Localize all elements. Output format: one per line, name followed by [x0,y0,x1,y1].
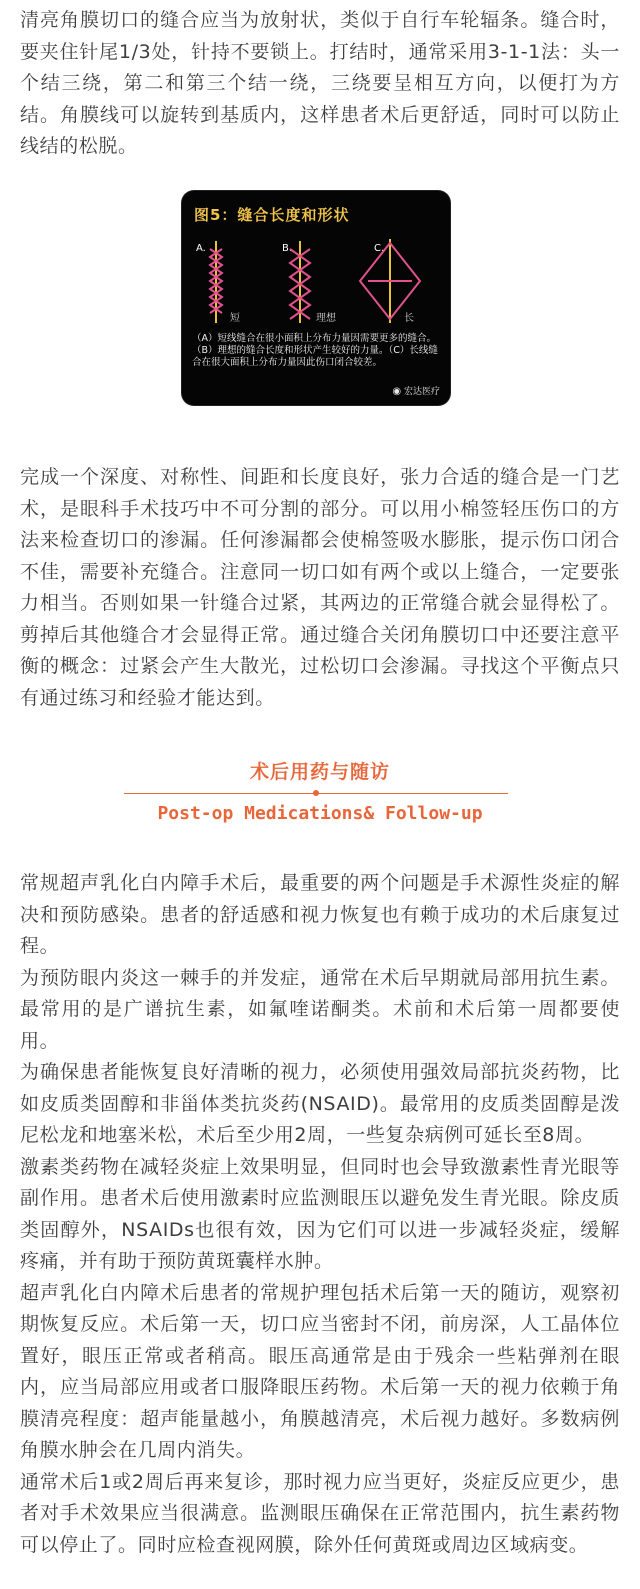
paragraph-anti-inflammatory: 为确保患者能恢复良好清晰的视力，必须使用强效局部抗炎药物，比如皮质类固醇和非甾体类抗炎药(NSAID)。最常用的皮质类固醇是泼尼松龙和地塞米松，术后至少用2周，一些复杂病例可延长至8周。 [20,1061,620,1146]
divider-dot [313,790,319,796]
panel-label-a: A. [196,243,206,254]
article-body [20,868,620,1561]
paragraph-steroid-side-effects: 激素类药物在减轻炎症上效果明显，但同时也会导致激素性青光眼等副作用。患者术后使用激素时应监测眼压以避免发生青光眼。除皮质类固醇外，NSAIDs也很有效，因为它们可以进一步减轻炎症，缓解疼痛，并有助于预防黄斑囊样水肿。 [20,1155,620,1272]
paragraph-suture-technique: 清亮角膜切口的缝合应当为放射状，类似于自行车轮辐条。缝合时，要夹住针尾1/3处，针持不要锁上。打结时，通常采用3-1-1法：头一个结三绕，第二和第三个结一绕，三绕要呈相互方向，以便打为方结。角膜线可以旋转到基质内，这样患者术后更舒适，同时可以防止线结的松脱。 [20,9,620,157]
panel-caption-a: 短 [230,313,240,324]
section-subtitle: Post-op Medications& Follow-up [157,803,483,824]
suture-diagram [182,191,450,405]
paragraph-later-follow-up: 通常术后1或2周后再来复诊，那时视力应当更好，炎症反应更少，患者对手术效果应当很满意。监测眼压确保在正常范围内，抗生素药物可以停止了。同时应检查视网膜，除外任何黄斑或周边区域病变。 [20,1470,620,1556]
paragraph-postop-goals: 常规超声乳化白内障手术后，最重要的两个问题是手术源性炎症的解决和预防感染。患者的舒适感和视力恢复也有赖于成功的术后康复过程。 [20,872,620,957]
paragraph-suture-balance: 完成一个深度、对称性、间距和长度良好，张力合适的缝合是一门艺术，是眼科手术技巧中不可分割的部分。可以用小棉签轻压伤口的方法来检查切口的渗漏。任何渗漏都会使棉签吸水膨胀，提示伤口闭合不佳，需要补充缝合。注意同一切口如有两个或以上缝合，一定要张力相当。否则如果一针缝合过紧，其两边的正常缝合就会显得松了。剪掉后其他缝合才会显得正常。通过缝合关闭角膜切口中还要注意平衡的概念：过紧会产生大散光，过松切口会渗漏。寻找这个平衡点只有通过练习和经验才能达到。 [20,466,620,709]
paragraph-day-one-follow-up: 超声乳化白内障术后患者的常规护理包括术后第一天的随访，观察初期恢复反应。术后第一天，切口应当密封不闭，前房深，人工晶体位置好，眼压正常或者稍高。眼压高通常是由于残余一些粘弹剂在眼内，应当局部应用或者口服降眼压药物。术后第一天的视力依赖于角膜清亮程度：超声能量越小，角膜越清亮，术后视力越好。多数病例角膜水肿会在几周内消失。 [20,1281,620,1461]
watermark-text: 宏达医疗 [403,387,440,397]
figure-caption: （A）短线缝合在很小面积上分布力量因需要更多的缝合。（B）理想的缝合长度和形状产生较好的力量。（C）长线缝合在很大面积上分布力量因此伤口闭合较差。 [192,333,438,368]
figure-title: 图5：缝合长度和形状 [194,206,350,224]
panel-caption-b: 理想 [316,313,336,324]
wechat-icon: ◉ [392,386,402,397]
watermark [392,384,440,397]
section-title: 术后用药与随访 [249,761,390,783]
suture-figure [182,191,450,405]
panel-label-c: C. [374,243,385,254]
panel-label-b: B. [282,243,293,254]
paragraph-antibiotics: 为预防眼内炎这一棘手的并发症，通常在术后早期就局部用抗生素。最常用的是广谱抗生素，如氟喹诺酮类。术前和术后第一周都要使用。 [20,966,620,1052]
panel-caption-c: 长 [404,313,414,324]
